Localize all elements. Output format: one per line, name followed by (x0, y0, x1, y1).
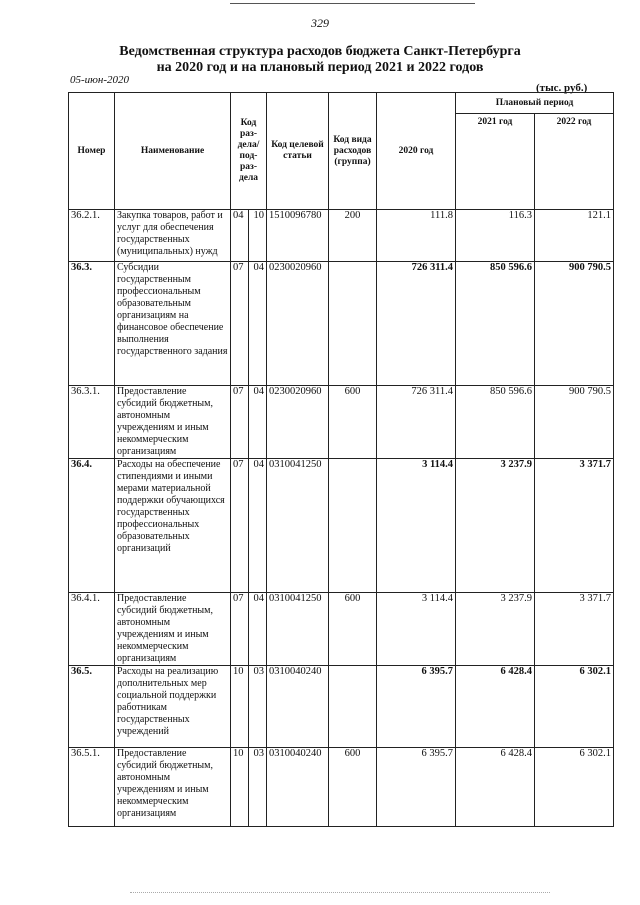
row-razdel: 07 (231, 386, 249, 459)
table-row (69, 593, 614, 666)
row-target-code: 0230020960 (267, 262, 329, 386)
footer-rule (130, 892, 550, 893)
row-number: 36.5. (69, 666, 115, 748)
row-amount-2020: 6 395.7 (377, 748, 456, 827)
row-amount-2022: 121.1 (535, 210, 614, 262)
row-amount-2022: 3 371.7 (535, 593, 614, 666)
row-expense-type (329, 666, 377, 748)
row-razdel: 07 (231, 593, 249, 666)
row-podrazdel: 04 (249, 593, 267, 666)
row-expense-type: 600 (329, 386, 377, 459)
row-amount-2021: 850 596.6 (456, 262, 535, 386)
row-amount-2022: 6 302.1 (535, 748, 614, 827)
row-razdel: 07 (231, 262, 249, 386)
row-amount-2021: 116.3 (456, 210, 535, 262)
header-number: Номер (69, 93, 115, 210)
table-row (69, 459, 614, 593)
table-row (69, 386, 614, 459)
row-razdel: 07 (231, 459, 249, 593)
header-plan-period: Плановый период (456, 93, 614, 114)
table-row (69, 666, 614, 748)
table-row (69, 262, 614, 386)
top-rule (230, 3, 475, 4)
row-amount-2022: 900 790.5 (535, 386, 614, 459)
row-name: Расходы на обеспечение стипендиями и иными мерами материальной поддержки обучающихся государственных профессиональных образовательных организаций (115, 459, 231, 593)
row-amount-2020: 6 395.7 (377, 666, 456, 748)
table-row (69, 210, 614, 262)
row-razdel: 10 (231, 748, 249, 827)
row-target-code: 0310040240 (267, 666, 329, 748)
row-expense-type: 600 (329, 748, 377, 827)
row-amount-2022: 3 371.7 (535, 459, 614, 593)
unit-label: (тыс. руб.) (536, 82, 588, 94)
header-2022: 2022 год (535, 114, 614, 210)
row-amount-2022: 900 790.5 (535, 262, 614, 386)
row-podrazdel: 10 (249, 210, 267, 262)
header-2020: 2020 год (377, 93, 456, 210)
row-name: Предоставление субсидий бюджетным, автономным учреждениям и иным некоммерческим организациям (115, 748, 231, 827)
row-podrazdel: 04 (249, 459, 267, 593)
row-expense-type (329, 262, 377, 386)
row-expense-type: 600 (329, 593, 377, 666)
row-amount-2021: 3 237.9 (456, 459, 535, 593)
row-number: 36.5.1. (69, 748, 115, 827)
row-razdel: 04 (231, 210, 249, 262)
row-name: Предоставление субсидий бюджетным, автономным учреждениям и иным некоммерческим организациям (115, 593, 231, 666)
row-name: Расходы на реализацию дополнительных мер социальной поддержки работникам государственных учреждений (115, 666, 231, 748)
row-number: 36.3. (69, 262, 115, 386)
header-razdel: Код раз-дела/ под-раз-дела (231, 93, 267, 210)
row-expense-type (329, 459, 377, 593)
row-number: 36.4.1. (69, 593, 115, 666)
row-name: Закупка товаров, работ и услуг для обеспечения государственных (муниципальных) нужд (115, 210, 231, 262)
page-number: 329 (311, 16, 329, 30)
row-amount-2020: 111.8 (377, 210, 456, 262)
row-amount-2020: 3 114.4 (377, 593, 456, 666)
row-number: 36.3.1. (69, 386, 115, 459)
row-amount-2021: 6 428.4 (456, 666, 535, 748)
row-podrazdel: 03 (249, 666, 267, 748)
row-podrazdel: 04 (249, 262, 267, 386)
document-date: 05-июн-2020 (70, 74, 130, 86)
row-amount-2021: 850 596.6 (456, 386, 535, 459)
row-razdel: 10 (231, 666, 249, 748)
row-target-code: 0230020960 (267, 386, 329, 459)
title-line-2: на 2020 год и на плановый период 2021 и 2022 годов (156, 60, 484, 75)
row-amount-2020: 3 114.4 (377, 459, 456, 593)
row-amount-2021: 3 237.9 (456, 593, 535, 666)
row-name: Предоставление субсидий бюджетным, автономным учреждениям и иным некоммерческим организациям (115, 386, 231, 459)
budget-table (68, 92, 614, 827)
document-title (0, 44, 640, 76)
row-podrazdel: 04 (249, 386, 267, 459)
row-target-code: 0310040240 (267, 748, 329, 827)
row-amount-2020: 726 311.4 (377, 386, 456, 459)
row-name: Субсидии государственным профессиональным образовательным организациям на финансовое обеспечение выполнения государственного задания (115, 262, 231, 386)
header-target-code: Код целевой статьи (267, 93, 329, 210)
row-number: 36.2.1. (69, 210, 115, 262)
title-line-1: Ведомственная структура расходов бюджета Санкт-Петербурга (119, 44, 521, 59)
row-amount-2022: 6 302.1 (535, 666, 614, 748)
table-row (69, 748, 614, 827)
header-name: Наименование (115, 93, 231, 210)
row-amount-2021: 6 428.4 (456, 748, 535, 827)
row-amount-2020: 726 311.4 (377, 262, 456, 386)
header-2021: 2021 год (456, 114, 535, 210)
row-target-code: 0310041250 (267, 459, 329, 593)
row-podrazdel: 03 (249, 748, 267, 827)
row-target-code: 1510096780 (267, 210, 329, 262)
row-expense-type: 200 (329, 210, 377, 262)
row-number: 36.4. (69, 459, 115, 593)
header-expense-type: Код вида расходов (группа) (329, 93, 377, 210)
row-target-code: 0310041250 (267, 593, 329, 666)
